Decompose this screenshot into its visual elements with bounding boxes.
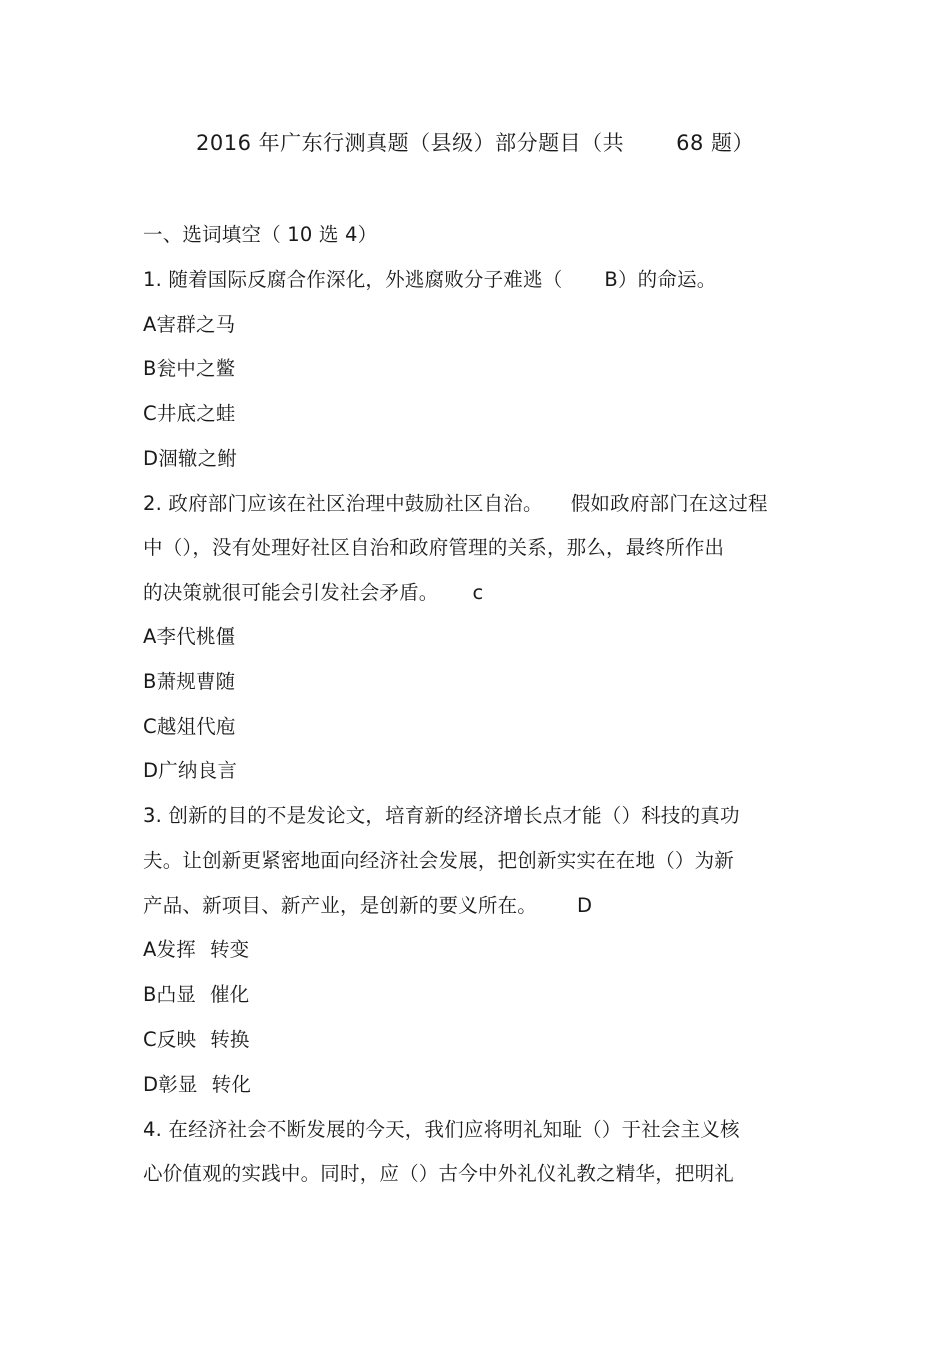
question-1-option-a: A害群之马 xyxy=(143,313,236,336)
question-2-stem-line-1 xyxy=(143,490,768,518)
question-3-stem-line-1: 3. 创新的目的不是发论文，培育新的经济增长点才能（）科技的真功 xyxy=(143,804,740,827)
question-3-stem-line-2: 夫。让创新更紧密地面向经济社会发展，把创新实实在在地（）为新 xyxy=(143,849,735,872)
question-2-stem-line-3 xyxy=(143,579,483,607)
question-3-option-d xyxy=(143,1071,251,1099)
question-3-stem-line-3 xyxy=(143,892,592,920)
option-word-2: 转化 xyxy=(211,1073,252,1096)
question-3-option-a xyxy=(143,936,249,964)
document-title xyxy=(0,128,950,158)
option-letter: B xyxy=(143,983,157,1006)
question-2-answer: c xyxy=(472,581,484,604)
question-1-answer: B）的命运。 xyxy=(604,268,717,291)
option-letter: A xyxy=(143,938,157,961)
question-2-stem-part: 2. 政府部门应该在社区治理中鼓励社区自治。 xyxy=(143,492,543,515)
option-word-2: 转换 xyxy=(210,1028,250,1051)
option-word-1: 反映 xyxy=(156,1028,197,1051)
question-1-stem xyxy=(143,266,716,294)
question-2-stem-part: 的决策就很可能会引发社会矛盾。 xyxy=(143,581,439,604)
option-word-1: 彰显 xyxy=(158,1073,198,1096)
question-2-stem-line-2: 中（），没有处理好社区自治和政府管理的关系，那么，最终所作出 xyxy=(143,536,725,559)
question-3-option-b xyxy=(143,981,249,1009)
question-3-answer: D xyxy=(577,894,593,917)
question-2-option-d: D广纳良言 xyxy=(143,759,238,782)
section-heading: 一、选词填空（ 10 选 4） xyxy=(143,223,378,246)
question-2-stem-part: 假如政府部门在这过程 xyxy=(570,492,768,515)
option-word-1: 凸显 xyxy=(156,983,196,1006)
question-1-option-d: D涸辙之鲋 xyxy=(143,447,238,470)
option-word-1: 发挥 xyxy=(156,938,196,961)
question-1-stem-part: 1. 随着国际反腐合作深化，外逃腐败分子难逃（ xyxy=(143,268,563,291)
title-main: 2016 年广东行测真题（县级）部分题目（共 xyxy=(195,131,625,155)
question-4-stem-line-1: 4. 在经济社会不断发展的今天，我们应将明礼知耻（）于社会主义核 xyxy=(143,1118,740,1141)
option-letter: D xyxy=(143,1073,159,1096)
option-letter: C xyxy=(143,1028,157,1051)
question-1-option-b: B瓮中之鳖 xyxy=(143,357,236,380)
question-3-option-c xyxy=(143,1026,250,1054)
option-word-2: 催化 xyxy=(209,983,250,1006)
question-2-option-b: B萧规曹随 xyxy=(143,670,236,693)
question-2-option-a: A李代桃僵 xyxy=(143,625,236,648)
question-3-stem-part: 产品、新项目、新产业，是创新的要义所在。 xyxy=(143,894,538,917)
option-word-2: 转变 xyxy=(209,938,250,961)
question-2-option-c: C越俎代庖 xyxy=(143,715,236,738)
question-1-option-c: C井底之蛙 xyxy=(143,402,236,425)
question-4-stem-line-2: 心价值观的实践中。同时，应（）古今中外礼仪礼教之精华，把明礼 xyxy=(143,1162,735,1185)
title-count: 68 题） xyxy=(676,131,755,155)
